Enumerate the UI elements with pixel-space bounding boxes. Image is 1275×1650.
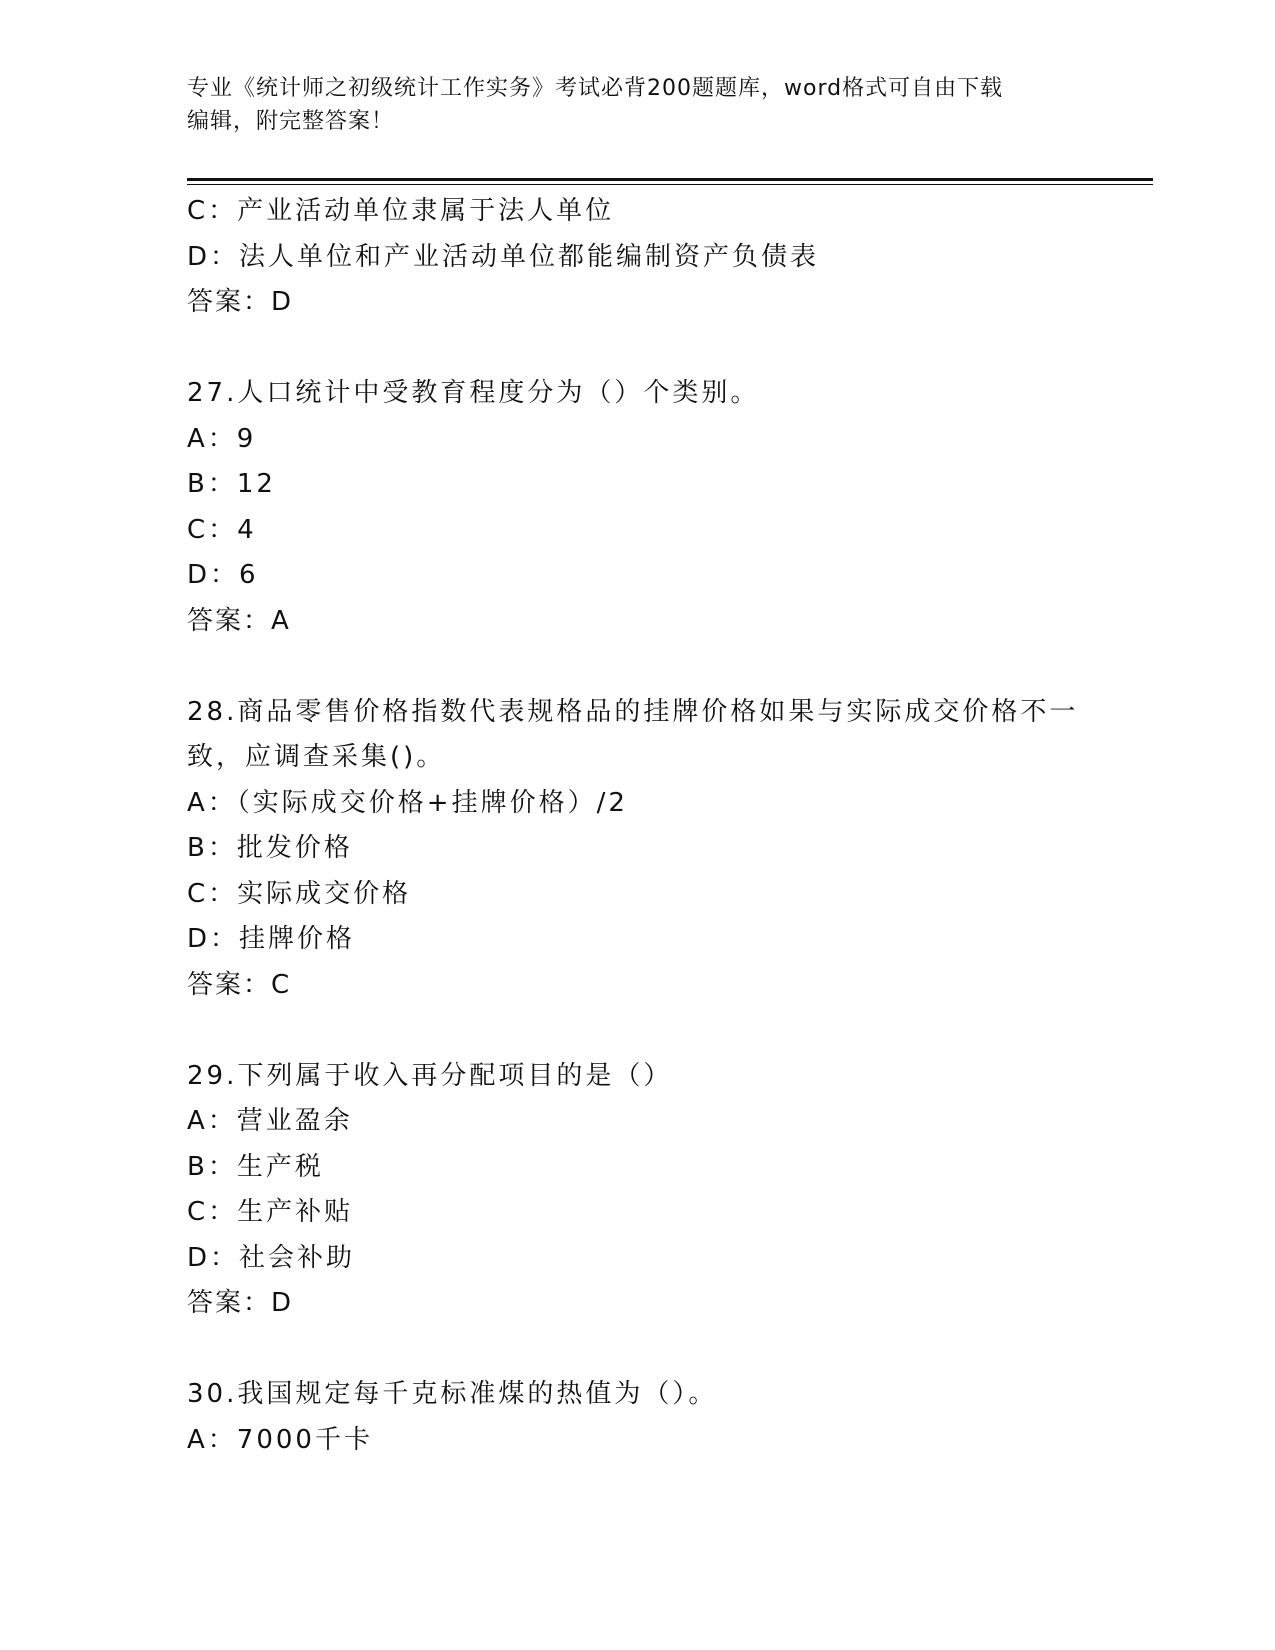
document-header (187, 72, 1087, 138)
spacer (187, 326, 1107, 372)
option-d: D：法人单位和产业活动单位都能编制资产负债表 (187, 241, 820, 272)
option-c: C：产业活动单位隶属于法人单位 (187, 196, 615, 226)
partial-question-26 (187, 189, 1107, 326)
header-title-line-1: 专业《统计师之初级统计工作实务》考试必背200题题库，word格式可自由下载 (187, 76, 1004, 101)
question-stem: 27.人口统计中受教育程度分为（）个类别。 (187, 378, 760, 408)
question-list (187, 189, 1107, 1463)
question-29 (187, 1054, 1107, 1327)
option-b: B：12 (187, 469, 276, 499)
header-title-line-2: 编辑，附完整答案！ (187, 109, 395, 134)
header-divider-thin (187, 184, 1153, 185)
answer-line: 答案：A (187, 605, 291, 636)
option-c: C：实际成交价格 (187, 878, 412, 909)
option-b: B：批发价格 (187, 833, 353, 863)
spacer (187, 1327, 1107, 1373)
question-27 (187, 371, 1107, 644)
answer-line: 答案：C (187, 969, 292, 1000)
header-divider-thick (187, 178, 1153, 181)
option-c: C：生产补贴 (187, 1197, 354, 1227)
option-a: A：营业盈余 (187, 1106, 353, 1136)
answer-line: 答案：D (187, 1288, 294, 1318)
option-d: D：社会补助 (187, 1242, 356, 1273)
question-stem-line-1: 28.商品零售价格指数代表规格品的挂牌价格如果与实际成交价格不一 (187, 696, 1079, 727)
question-28 (187, 690, 1107, 1009)
question-30 (187, 1372, 1107, 1463)
answer-line: 答案：D (187, 287, 294, 317)
option-a: A：9 (187, 423, 257, 454)
question-stem: 29.下列属于收入再分配项目的是（） (187, 1060, 673, 1091)
question-stem-line-2: 致，应调查采集()。 (187, 742, 446, 772)
spacer (187, 644, 1107, 690)
spacer (187, 1008, 1107, 1054)
option-a: A：（实际成交价格+挂牌价格）/2 (187, 787, 628, 818)
option-a: A：7000千卡 (187, 1424, 373, 1455)
option-d: D：挂牌价格 (187, 924, 356, 954)
option-b: B：生产税 (187, 1151, 324, 1182)
question-stem: 30.我国规定每千克标准煤的热值为（）。 (187, 1379, 718, 1409)
option-c: C：4 (187, 514, 257, 545)
option-d: D：6 (187, 560, 259, 590)
